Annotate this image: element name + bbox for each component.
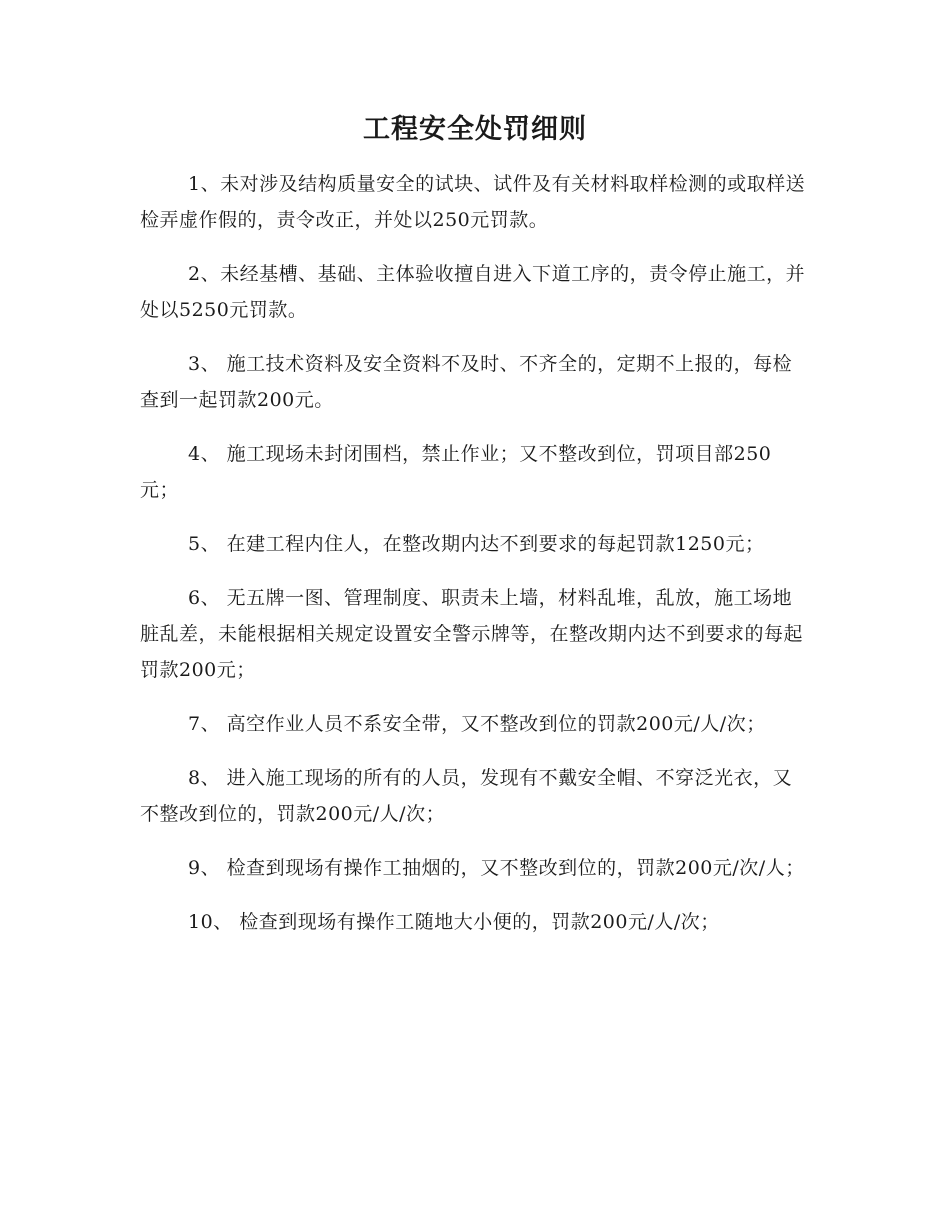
clause-9: 9、 检查到现场有操作工抽烟的，又不整改到位的，罚款200元/次/人； (188, 857, 805, 879)
clause-2: 2、未经基槽、基础、主体验收擅自进入下道工序的，责令停止施工，并处以5250元罚款。 (140, 263, 806, 321)
clause-1: 1、未对涉及结构质量安全的试块、试件及有关材料取样检测的或取样送检弄虚作假的，责令改正，并处以250元罚款。 (140, 173, 806, 231)
clause-3: 3、 施工技术资料及安全资料不及时、不齐全的，定期不上报的，每检查到一起罚款200元。 (140, 353, 793, 411)
document-title: 工程安全处罚细则 (363, 114, 587, 145)
clause-4: 4、 施工现场未封闭围档，禁止作业；又不整改到位，罚项目部250元； (140, 443, 772, 501)
clause-10: 10、 检查到现场有操作工随地大小便的，罚款200元/人/次； (188, 911, 720, 933)
clause-5: 5、 在建工程内住人，在整改期内达不到要求的每起罚款1250元； (188, 533, 765, 555)
clause-6: 6、 无五牌一图、管理制度、职责未上墙，材料乱堆，乱放，施工场地脏乱差，未能根据相关规定设置安全警示牌等，在整改期内达不到要求的每起罚款200元； (140, 587, 804, 681)
clause-8: 8、 进入施工现场的所有的人员，发现有不戴安全帽、不穿泛光衣，又不整改到位的，罚款200元/人/次； (140, 767, 793, 825)
clause-7: 7、 高空作业人员不系安全带，又不整改到位的罚款200元/人/次； (188, 713, 766, 735)
document-page (140, 110, 810, 958)
